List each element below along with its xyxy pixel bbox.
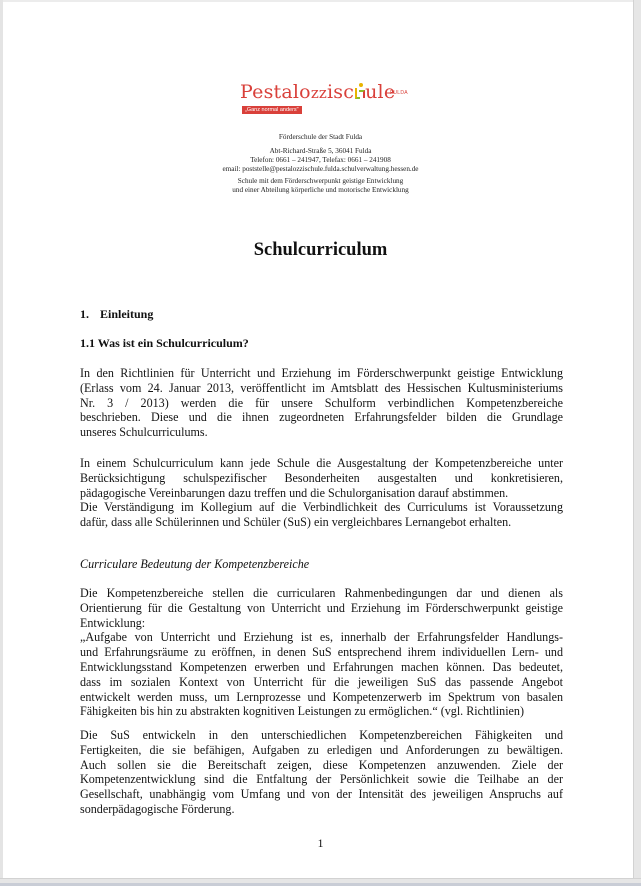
quote-line: dass im sozialen Kontext von Unterricht für die jeweiligen SuS das passende Angebot [80, 674, 563, 689]
wheelchair-icon [354, 83, 365, 99]
logo-text: Pestalo [240, 81, 311, 103]
text-line: In den Richtlinien für Unterricht und Erziehung im Förderschwerpunkt geistige Entwicklung [80, 366, 563, 380]
school-logo [240, 80, 420, 120]
text-line: Die SuS entwickeln in den unterschiedlichen Kompetenzbereichen Fähigkeiten und [80, 728, 563, 742]
text-line: beschrieben. Diese und die ihnen zugeordneten Erfahrungsfelder bilden die Grundlage [80, 410, 563, 425]
subsection-heading: 1.1 Was ist ein Schulcurriculum? [80, 336, 249, 350]
logo-wordmark [240, 80, 395, 105]
quote-line: Entwicklungsstand Kompetenzen erwerben und Erfahrungen machen können. Das bedeutet, [80, 659, 563, 674]
text-line: pädagogische Vereinbarungen dazu treffen und die Schulorganisation darauf abstimmen. [80, 485, 509, 500]
text-line: Gesellschaft, unabhängig vom Umfang und von der Intensität des jeweiligen Anspruchs auf [80, 787, 563, 802]
paragraph-1 [80, 366, 563, 440]
text-line: Die Verständigung im Kollegium auf die Verbindlichkeit des Curriculums ist Voraussetzung [80, 500, 563, 515]
section-heading [80, 307, 153, 322]
text-line: Die Kompetenzbereiche stellen die curricularen Rahmenbedingungen dar und dienen als [80, 586, 563, 600]
text-line: Entwicklung: [80, 615, 146, 630]
logo-city: FULDA [390, 90, 408, 96]
section-title: Einleitung [100, 307, 154, 321]
letterhead-contact [0, 147, 641, 174]
text-line: Berücksichtigung schulspezifischer Besonderheiten ausgestalten und konkretisieren, [80, 470, 563, 485]
letterhead-focus-line1: Schule mit dem Förderschwerpunkt geistige Entwicklung [237, 177, 404, 185]
text-line: Auch sollen sie die Bereitschaft zeigen, diese Kompetenzen anzuwenden. Ziele der [80, 757, 563, 772]
letterhead-focus-line2: und einer Abteilung körperliche und motorische Entwicklung [232, 186, 409, 194]
letterhead-school: Förderschule der Stadt Fulda [278, 133, 363, 141]
quote-line: und Erfahrungsräume zu eröffnen, in denen SuS entsprechend ihrem individuellen Lern- und [80, 645, 563, 660]
text-line: sonderpädagogische Förderung. [80, 801, 235, 816]
letterhead-phone: Telefon: 0661 – 241947, Telefax: 0661 – 241908 [250, 156, 391, 164]
logo-text-zz: zz [310, 84, 328, 102]
quote-line: Fähigkeiten bis hin zu abstrakten kognitiven Leistungen zu ermöglichen.“ (vgl. Richtlinien) [80, 704, 525, 719]
text-line: Kompetenzentwicklung sind die Entfaltung der Persönlichkeit sowie die Teilhabe an der [80, 772, 563, 787]
letterhead-focus [0, 177, 641, 195]
italic-subheading: Curriculare Bedeutung der Kompetenzbereiche [80, 557, 310, 571]
logo-text: isc [327, 81, 355, 103]
quote-line: „Aufgabe von Unterricht und Erziehung ist es, innerhalb der Erfahrungsfelder Handlungs- [80, 630, 563, 645]
quote-line: entwickelt werden muss, um Lernprozesse und Kompetenzerwerb im Spektrum von basalen [80, 689, 563, 704]
viewer-frame-bottom [0, 878, 641, 886]
text-line: dafür, dass alle Schülerinnen und Schüler (SuS) ein vergleichbares Lernangebot erhalten. [80, 515, 512, 530]
paragraph-2 [80, 456, 563, 530]
page-number: 1 [317, 836, 324, 850]
paragraph-3 [80, 586, 563, 719]
letterhead-address: Abt-Richard-Straße 5, 36041 Fulda [269, 147, 372, 155]
text-line: unseres Schulcurriculums. [80, 425, 208, 440]
document-title: Schulcurriculum [253, 240, 388, 260]
text-line: Orientierung für die Gestaltung von Unterricht und Erziehung im Förderschwerpunkt geistige [80, 600, 563, 615]
text-line: Fertigkeiten, die sie befähigen, Aufgaben zu erledigen und Anforderungen zu bewältigen. [80, 742, 563, 757]
section-number: 1. [80, 307, 89, 321]
logo-tagline: „Ganz normal anders" [242, 106, 302, 114]
logo-text: ule [365, 81, 396, 103]
paragraph-4 [80, 728, 563, 817]
text-line: (Erlass vom 24. Januar 2013, veröffentlicht im Amtsblatt des Hessischen Kultusministeriums [80, 380, 563, 395]
text-line: Nr. 3 / 2013) werden die für unsere Schulform verbindlichen Kompetenzbereiche [80, 395, 563, 410]
letterhead-email: email: poststelle@pestalozzischule.fulda.schulverwaltung.hessen.de [222, 165, 419, 173]
text-line: In einem Schulcurriculum kann jede Schule die Ausgestaltung der Kompetenzbereiche unter [80, 456, 563, 470]
